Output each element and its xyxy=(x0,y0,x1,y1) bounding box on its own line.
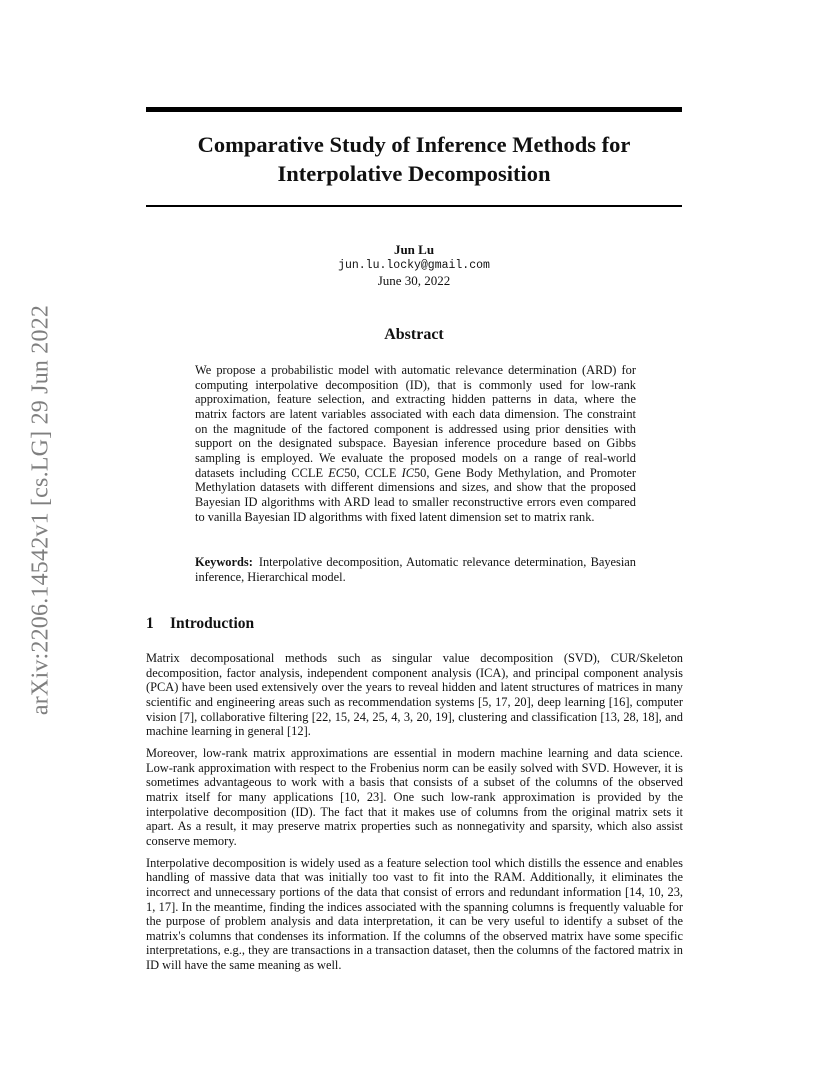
abstract-math-ic: IC xyxy=(401,465,414,480)
abstract-text-1: We propose a probabilistic model with automatic relevance determination (ARD) for computing interpolative decomposition (ID), that is commonly used for low-rank approximation, feature selection, and extracting hidden patterns in data, where the matrix factors are latent variables associated with each data dimension. The constraint on the magnitude of the factored component is addressed using prior densities with support on the designated subspace. Bayesian inference procedure based on Gibbs sampling is employed. We evaluate the proposed models on a range of real-world datasets including CCLE xyxy=(195,363,636,480)
intro-paragraph-1: Matrix decomposational methods such as singular value decomposition (SVD), CUR/Skeleton decomposition, factor analysis, independent component analysis (ICA), and principal component analysis (PCA) have been used extensively over the years to reveal hidden and latent structures of matrices in many scientific and engineering areas such as recommendation systems [5, 17, 20], deep learning [16], computer vision [7], collaborative filtering [22, 15, 24, 25, 4, 3, 20, 19], clustering and classification [13, 28, 18], and machine learning in general [12]. xyxy=(146,651,683,739)
keywords xyxy=(195,555,636,584)
keywords-text: Interpolative decomposition, Automatic relevance determination, Bayesian inference, Hierarchical model. xyxy=(195,555,636,584)
abstract-body xyxy=(195,363,636,524)
intro-paragraph-3: Interpolative decomposition is widely used as a feature selection tool which distills the essence and enables handling of massive data that was initially too vast to fit into the RAM. Additionally, it eliminates the incorrect and unnecessary portions of the data that consist of errors and redundant information [14, 10, 23, 1, 17]. In the meantime, finding the indices associated with the spanning columns is frequently valuable for the purpose of problem analysis and data interpretation, it can be very useful to identify a subset of the matrix's columns that condenses its information. If the columns of the observed matrix have some specific interpretations, e.g., they are transactions in a transaction dataset, then the columns of the factored matrix in ID will have the same meaning as well. xyxy=(146,855,683,973)
paper-title xyxy=(146,130,682,188)
abstract-text-2: 50, Gene Body Methylation, and Promoter Methylation datasets with different dimensions and sizes, and show that the proposed Bayesian ID algorithms with ARD lead to smaller reconstructive errors even compared to vanilla Bayesian ID algorithms with fixed latent dimension set to matrix rank. xyxy=(195,465,636,524)
introduction-body xyxy=(146,651,683,980)
abstract-text-num1: 50, CCLE xyxy=(344,465,402,480)
title-bottom-rule xyxy=(146,205,682,207)
section-number: 1 xyxy=(146,615,154,632)
section-heading-introduction xyxy=(146,615,254,633)
title-line-1: Comparative Study of Inference Methods for xyxy=(197,132,631,157)
author-block xyxy=(146,242,682,289)
keywords-label: Keywords: xyxy=(195,555,253,569)
section-title: Introduction xyxy=(170,615,255,632)
abstract-math-ec: EC xyxy=(328,465,345,480)
author-email[interactable]: jun.lu.locky@gmail.com xyxy=(338,258,490,272)
arxiv-sidebar xyxy=(28,290,54,730)
author-name: Jun Lu xyxy=(393,242,435,257)
intro-paragraph-2: Moreover, low-rank matrix approximations are essential in modern machine learning and data science. Low-rank approximation with respect to the Frobenius norm can be easily solved with SVD. However, it is sometimes advantageous to work with a basis that consists of a subset of the columns of the observed matrix itself for many applications [10, 23]. One such low-rank approximation is provided by the interpolative decomposition (ID). The fact that it makes use of columns from the original matrix sets it apart. As a result, it may preserve matrix properties such as nonnegativity and sparsity, which also assist conserve memory. xyxy=(146,745,683,848)
abstract-heading: Abstract xyxy=(384,326,444,343)
title-top-rule xyxy=(146,107,682,112)
arxiv-identifier: arXiv:2206.14542v1 [cs.LG] 29 Jun 2022 xyxy=(27,304,54,716)
title-line-2: Interpolative Decomposition xyxy=(277,161,551,186)
paper-date: June 30, 2022 xyxy=(377,273,451,288)
